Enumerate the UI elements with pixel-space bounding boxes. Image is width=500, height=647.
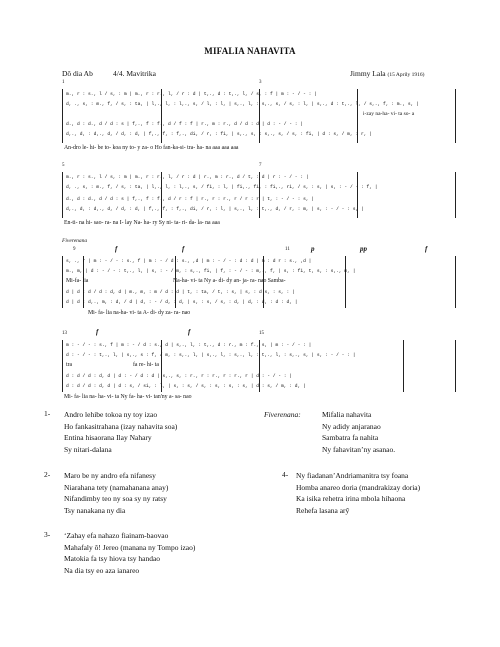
alto-part: d : - / - : t,., l, | s,., s : f, / m, : s,., l, | s,., l, : s,., l, : t,., l, : s,., s, | s, : - / - : | [66, 353, 356, 358]
refrain [322, 409, 395, 455]
lyric-overlay: Na-ha- vi- ta Ny a- di- dy an- ja- ra- nao Samba- [173, 278, 286, 284]
bass-part: d,., d, : d,., d, / d, : d, | f,., f, : f,., di, / r, : fi, | s,., s, : s,., s, / s, : fi, | d : s, / m, : r, | [66, 132, 372, 137]
verse-number: 3- [44, 530, 51, 539]
refrain-line: Sambatra fa nahita [322, 433, 379, 442]
measure-number: 7 [259, 163, 262, 168]
fiverenana-marker: Fiverenana [62, 238, 88, 244]
verse-1 [64, 409, 177, 455]
verse-line: Nifandimby teo ny soa sy ny ratsy [64, 494, 167, 503]
refrain-label: Fiverenana: [264, 410, 301, 419]
lyrics-line-4: Mi- fa- lia na- ha- vi- ta Ny fa- ha- vi- tan'ny a- sa- nao [64, 394, 192, 400]
alto-part: m., m, | d : - / - : t,., l, | s, : - / m, : s,., fi, | f, : - / - : m,., f, | s, : fi, t, s, : s,., m, | [66, 269, 356, 274]
dynamic-forte: f [425, 245, 428, 253]
lyrics-line-2: En-ti- na hi- sao- ra- na I- lay Na- ha- ry Sy ni- ta- ri- da- la- na aaa [64, 220, 220, 226]
measure-number: 13 [62, 331, 67, 336]
alto-part: d, ., s, : m., f, / s, : ta, | l,., l, : l,., s, / l, : l, | s,., l, : s,., s, / s, : l, | s,., d : t,., l, / s,., f, : m., s, | [66, 102, 419, 107]
lyric-overlay: tra [66, 362, 73, 368]
verse-line: ‘Zahay efa nahazo fiainam-baovao [64, 531, 169, 540]
composer-name: Jimmy Lala [350, 69, 386, 78]
meter: 4/4. Mavitrika [113, 69, 156, 78]
composition-date: (15 Aprily 1916) [387, 72, 425, 78]
dynamic-forte: f [188, 328, 191, 336]
measure-number: 11 [285, 247, 290, 252]
verse-line: Na dia tsy eo aza ianareo [64, 565, 140, 575]
lyrics-line-3: Mi- fa- lia na-ha- vi- ta A- di- dy za- ra- nao [88, 310, 191, 316]
dynamic-pianissimo: pp [360, 245, 367, 253]
tenor-part: d., d : d., d / d : s | f,., f : f., d / f : f | r., m : r., d / d : d | d : - / - : | [66, 122, 304, 127]
verse-number: 2- [44, 470, 51, 479]
measure-number: 9 [73, 247, 76, 252]
verse-number: 1- [44, 409, 51, 418]
lyric-overlay: fa re- hi- ta [133, 362, 159, 368]
key-signature: Dô dia Ab [62, 69, 93, 78]
alto-part: d, ., s, : m., f, / s, : ta, | l,., l, : l,., s, / fi, : l, | fi,., fi, : fi,., ri, / s, : s, | s, : - / - : f, | [66, 185, 378, 190]
score-system-4 [62, 331, 456, 392]
soprano-part: m., r : s., l / s, : m | m., r : r., l, / r : d | t,., d : t,., l, / s, : f | m : - / - : | [66, 92, 317, 97]
verse-line: Mahafaly ô! Jereo (manana ny Tompo izao) [64, 542, 196, 552]
measure-number: 3 [259, 80, 262, 85]
lyric-overlay: Mi-fa- lia [66, 278, 89, 284]
verse-line: Andro lehibe tokoa ny toy izao [64, 410, 158, 419]
verse-line: Entina hisaorana Ilay Nahary [64, 433, 152, 442]
dynamic-forte: f [182, 245, 185, 253]
refrain-line: Mifalia nahavita [322, 410, 372, 419]
verse-line: Ny fiadanan’Andriamanitra tsy foana [296, 471, 409, 480]
verse-line: Rehefa lasana arỹ [296, 505, 350, 515]
verse-3 [64, 530, 195, 576]
lyrics-line-1: An-dro le- hi- be to- koa ny to- y za- o Ho fan-ka-si- tra- ha- na aaa aaa aaa [64, 145, 239, 151]
tenor-part: d., d : d., d / d : s | f,., f : f., d / r : f | r., r : r., r / r : r | t, : - / - : s, | [66, 197, 315, 202]
verse-4 [296, 470, 420, 516]
soprano-part: s, ., r | m : - / - : s., f | m : - / d : s., ,d | m : - / - : d : d | m : d r : s., ,d | [66, 259, 312, 264]
verse-line: Maro be ny andro efa nifanesy [64, 471, 156, 480]
bass-part: d : d / d : d, d | d : s, / si, : l, | s, : s, / s, : s, : s, : s, | d : s, / m, : d, | [66, 384, 306, 389]
soprano-part: m : - / - : s., f | m : - / d : s., d | s,., l, : t,., d : r., m : f., s, | m : - / - : | [66, 343, 312, 348]
composer [350, 69, 424, 78]
bass-part: d | d : d,., m, : d, / d | d, : - / d, : d, | s, : s, / s, : d, | d, : d, : d : d, | [66, 300, 298, 305]
refrain-line: Ny fahavitan’ny asanao. [322, 444, 396, 454]
song-title: MIFALIA NAHAVITA [204, 46, 296, 56]
dynamic-piano: p [311, 245, 315, 253]
measure-number: 5 [62, 163, 65, 168]
bass-part: d,., d, : d,., d, / d, : d, | f,., f, : f,., di, / r, : l, | s,., l, : t,., d, / r, : m, | s, : - / - : s, | [66, 207, 364, 212]
measure-number: 15 [259, 331, 264, 336]
dynamic-forte: f [115, 245, 118, 253]
score-system-2 [62, 163, 456, 218]
verse-line: Sy nitari-dalana [64, 444, 112, 454]
tenor-part: d : d / d : d, d | d : - / d : d | s,., s, : r., r : r., r : r., r | d : - / - : | [66, 374, 293, 379]
verse-line: Niarahana tety (namahanana anay) [64, 482, 169, 492]
dynamic-forte: f [96, 328, 99, 336]
verse-line: Tsy nanakana ny dia [64, 505, 126, 515]
verse-number: 4- [282, 470, 289, 479]
lyric-overlay: i-zay na-ha- vi- ta so- a [363, 111, 415, 117]
score-system-1 [62, 80, 456, 143]
refrain-line: Ny adidy anjaranao [322, 421, 381, 431]
verse-line: Ka isika rehetra irina mbola hihaona [296, 494, 406, 503]
verse-2 [64, 470, 168, 516]
verse-line: Matokia fa tsy hiova tsy handao [64, 554, 161, 563]
tenor-part: d | d : d / d : d, d | m., m, : m / d : d | t, : ta, / t, : s, | s, : d s, : s, : | [66, 290, 295, 295]
verse-line: Homba anareo doria (mandrakizay doria) [296, 482, 421, 492]
verse-line: Ho fankasitrahana (izay nahavita soa) [64, 421, 178, 431]
soprano-part: m., r : s., l / s, : m | m., r : r., l, / r : d | r., m : r., d / t, : d | r : - / - : | [66, 175, 309, 180]
measure-number: 1 [62, 80, 65, 85]
